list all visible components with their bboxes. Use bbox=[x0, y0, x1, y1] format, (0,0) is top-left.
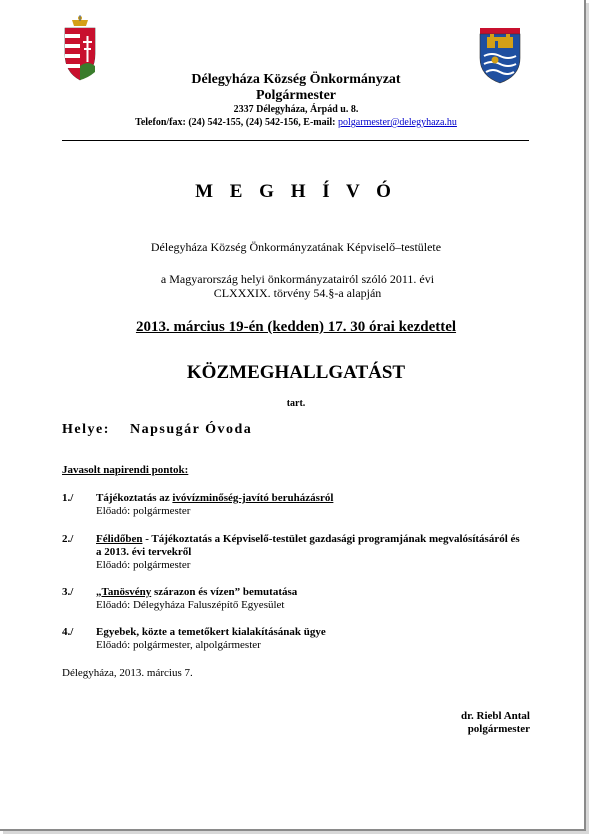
agenda-item-number: 4./ bbox=[62, 626, 74, 638]
agenda-item-title: Félidőben - Tájékoztatás a Képviselő-testület gazdasági programjának megvalósításáról és a 2013. évi tervekről bbox=[96, 533, 520, 558]
org-name: Délegyháza Község Önkormányzat bbox=[191, 72, 401, 87]
event-name: KÖZMEGHALLGATÁST bbox=[186, 362, 406, 383]
agenda-item-presenter: Előadó: Délegyháza Faluszépítő Egyesület bbox=[96, 599, 285, 611]
contact-line bbox=[0, 117, 592, 128]
agenda-item bbox=[96, 533, 526, 572]
agenda-item bbox=[96, 492, 536, 518]
agenda-item-presenter: Előadó: polgármester bbox=[96, 559, 191, 571]
location-line bbox=[62, 422, 252, 438]
event-verb: tart. bbox=[286, 398, 306, 409]
meeting-date: 2013. március 19-én (kedden) 17. 30 órai kezdettel bbox=[135, 319, 457, 335]
office-name: Polgármester bbox=[255, 88, 337, 103]
place-and-date: Délegyháza, 2013. március 7. bbox=[62, 667, 193, 679]
agenda-heading: Javasolt napirendi pontok: bbox=[62, 464, 189, 476]
agenda-item-title: Tájékoztatás az ivóvízminőség-javító beruházásról bbox=[96, 492, 334, 504]
document-title: M E G H Í V Ó bbox=[195, 181, 397, 202]
signature-block bbox=[380, 710, 530, 736]
signatory-role: polgármester bbox=[467, 723, 530, 735]
agenda-item-number: 3./ bbox=[62, 586, 74, 598]
location-value: Napsugár Óvoda bbox=[130, 422, 253, 437]
signatory-name: dr. Riebl Antal bbox=[461, 710, 530, 722]
address: 2337 Délegyháza, Árpád u. 8. bbox=[233, 104, 359, 115]
header-divider bbox=[62, 140, 529, 141]
agenda-item-number: 2./ bbox=[62, 533, 74, 545]
agenda-item-title: Egyebek, közte a temetőkert kialakításának ügye bbox=[96, 626, 326, 638]
agenda-item-title: „Tanösvény szárazon és vízen” bemutatása bbox=[96, 586, 298, 598]
location-label: Helye: bbox=[62, 422, 110, 437]
email-link[interactable]: polgarmester@delegyhaza.hu bbox=[338, 117, 457, 128]
agenda-item bbox=[96, 586, 536, 612]
agenda-item-presenter: Előadó: polgármester, alpolgármester bbox=[96, 639, 261, 651]
agenda-item bbox=[96, 626, 536, 652]
contact-phone: Telefon/fax: (24) 542-155, (24) 542-156, E-mail: bbox=[135, 117, 339, 128]
agenda-item-number: 1./ bbox=[62, 492, 74, 504]
intro-legal-basis: a Magyarország helyi önkormányzatairól szóló 2011. évi CLXXXIX. törvény 54.§-a alapján bbox=[160, 272, 435, 300]
intro-body: Délegyháza Község Önkormányzatának Képviselő–testülete bbox=[150, 240, 442, 254]
agenda-item-presenter: Előadó: polgármester bbox=[96, 505, 191, 517]
